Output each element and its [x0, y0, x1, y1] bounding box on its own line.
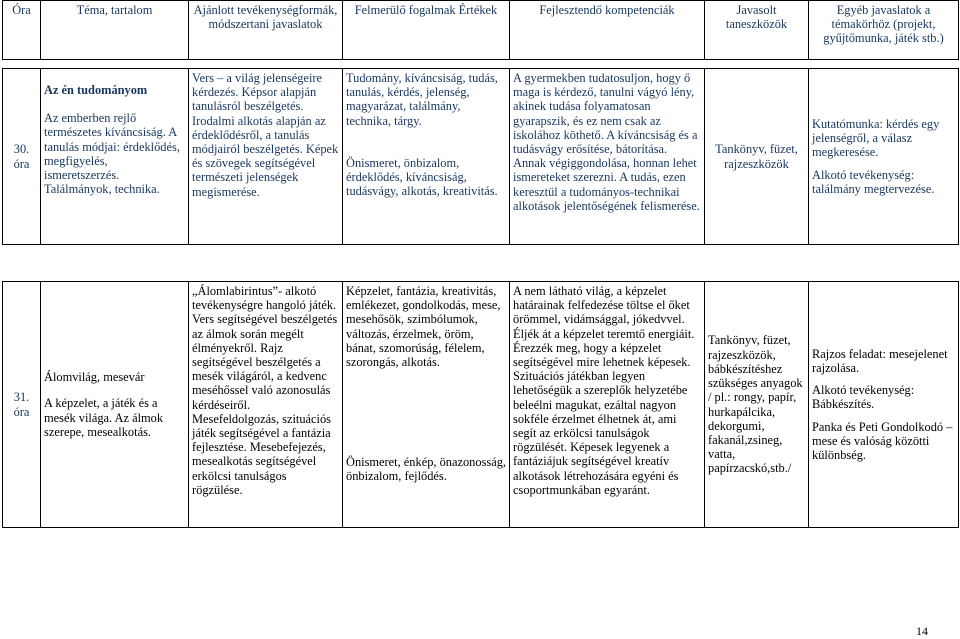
header-ajanlott: Ajánlott tevékenységformák, módszertani javaslatok: [189, 1, 343, 60]
row2-egyeb-3: Panka és Peti Gondolkodó – mese és valóság közötti különbség.: [812, 419, 953, 462]
header-felmeru: Felmerülő fogalmak Értékek: [343, 1, 510, 60]
row2-felmeru-2: Önismeret, énkép, önazonosság, önbizalom, fejlődés.: [346, 455, 507, 484]
row1-javasolt: Tankönyv, füzet, rajzeszközök: [705, 69, 809, 245]
row2-tema: [41, 282, 189, 528]
header-ora: Óra: [3, 1, 41, 60]
row2-egyeb: [809, 282, 959, 528]
row1-felmeru: [343, 69, 510, 245]
header-javasolt: Javasolt taneszközök: [705, 1, 809, 60]
header-tema: Téma, tartalom: [41, 1, 189, 60]
lesson-plan-table: [2, 0, 959, 528]
row1-egyeb-2: Alkotó tevékenység: találmány megtervezése.: [812, 167, 935, 196]
header-egyeb: [809, 1, 959, 60]
table-row: [3, 282, 959, 528]
row1-felmeru-2: Önismeret, önbizalom, érdeklődés, kíváncsiság, tudásvágy, alkotás, kreativitás.: [346, 155, 498, 199]
header-egyeb-rest: (projekt, gyűjtőmunka, játék stb.): [823, 17, 944, 46]
row2-egyeb-2: Alkotó tevékenység: Bábkészítés.: [812, 383, 915, 412]
row1-ora: 30. óra: [3, 69, 41, 245]
row1-egyeb: [809, 69, 959, 245]
spacer-row: [3, 60, 959, 69]
row1-tema-title: Az én tudományom: [44, 83, 148, 97]
row2-tema-title: Álomvilág, mesevár: [44, 370, 145, 385]
header-fejleszt: Fejlesztendő kompetenciák: [510, 1, 705, 60]
row2-felmeru: [343, 282, 510, 528]
row2-ora: 31. óra: [3, 282, 41, 528]
row1-egyeb-1: Kutatómunka: kérdés egy jelenségről, a válasz megkeresése.: [812, 116, 940, 160]
row1-fejleszt: A gyermekben tudatosuljon, hogy ő maga is kérdező, tanulni vágyó lény, akinek tudása folyamatosan gyarapszik, és ez nem csak az iskolához köthető. A kíváncsiság és a tudásvágy erősítése, bátorítása. Annak végiggondolása, honnan lehet ismereteket szerezni. A tudás, ezen keresztül a tudományos-technikai alkotások jelentőségének felismerése.: [510, 69, 705, 245]
row2-fejleszt: A nem látható világ, a képzelet határainak felfedezése töltse el őket örömmel, vidámsággal, jókedvvel. Éljék át a képzelet teremtő energiáit. Érezzék meg, hogy a képzelet segítségével mire lehetnek képesek. Szituációs játékban legyen lehetőségük a szereplők helyzetébe beleélni magukat, ezáltal nagyon sokféle érzelmet élhetnek át, ami segít az erkölcsi tanulságok rögzülését. Képesek legyenek a fantáziájuk segítségével kreatív alkotások létrehozására egyéni és csoportmunkában egyaránt.: [510, 282, 705, 528]
page-number: 14: [916, 624, 928, 638]
row1-tema-body: Az emberben rejlő természetes kíváncsiság. A tanulás módjai: érdeklődés, megfigyelés, ismeretszerzés. Találmányok, technika.: [44, 111, 180, 197]
header-egyeb-bold: Egyéb javaslatok a témakörhöz: [831, 3, 931, 32]
table-row: [3, 69, 959, 245]
row2-egyeb-1: Rajzos feladat: mesejelenet rajzolása.: [812, 346, 948, 375]
spacer-row: [3, 245, 959, 282]
row2-tema-body: A képzelet, a játék és a mesék világa. Az álmok szerepe, mesealkotás.: [44, 396, 164, 439]
row1-ajanlott: Vers – a világ jelenségeire kérdezés. Képsor alapján tanulásról beszélgetés. Irodalmi alkotás alapján az érdeklődésről, a tanulás módjairól beszélgetés. Képek és szövegek segítségével természeti jelenségek megismerése.: [189, 69, 343, 245]
header-row: [3, 1, 959, 60]
row2-felmeru-1: Képzelet, fantázia, kreativitás, emlékezet, gondolkodás, mese, mesehősök, szimbólumok, változás, érzelmek, öröm, bánat, szomorúság, félelem, szorongás, alkotás.: [346, 284, 501, 370]
row2-javasolt: Tankönyv, füzet, rajzeszközök, bábkészítéshez szükséges anyagok / pl.: rongy, papír, hurkapálcika, dekorgumi, fakanál,zsineg, vatta, papírzacskó,stb./: [705, 282, 809, 528]
row1-felmeru-1: Tudomány, kíváncsiság, tudás, tanulás, kérdés, jelenség, magyarázat, találmány, technika, tárgy.: [346, 71, 498, 128]
row1-tema: [41, 69, 189, 245]
row2-ajanlott: „Álomlabirintus”- alkotó tevékenységre hangoló játék. Vers segítségével beszélgetés az álmok során megélt élményekről. Rajz segítségével beszélgetés a mesék világáról, a kedvenc meséhőssel való azonosulás kérdéseiről. Mesefeldolgozás, szituációs játék segítségével a fantázia fejlesztése. Mesebefejezés, mesealkotás segítségével erkölcsi tanulságos rögzülése.: [189, 282, 343, 528]
